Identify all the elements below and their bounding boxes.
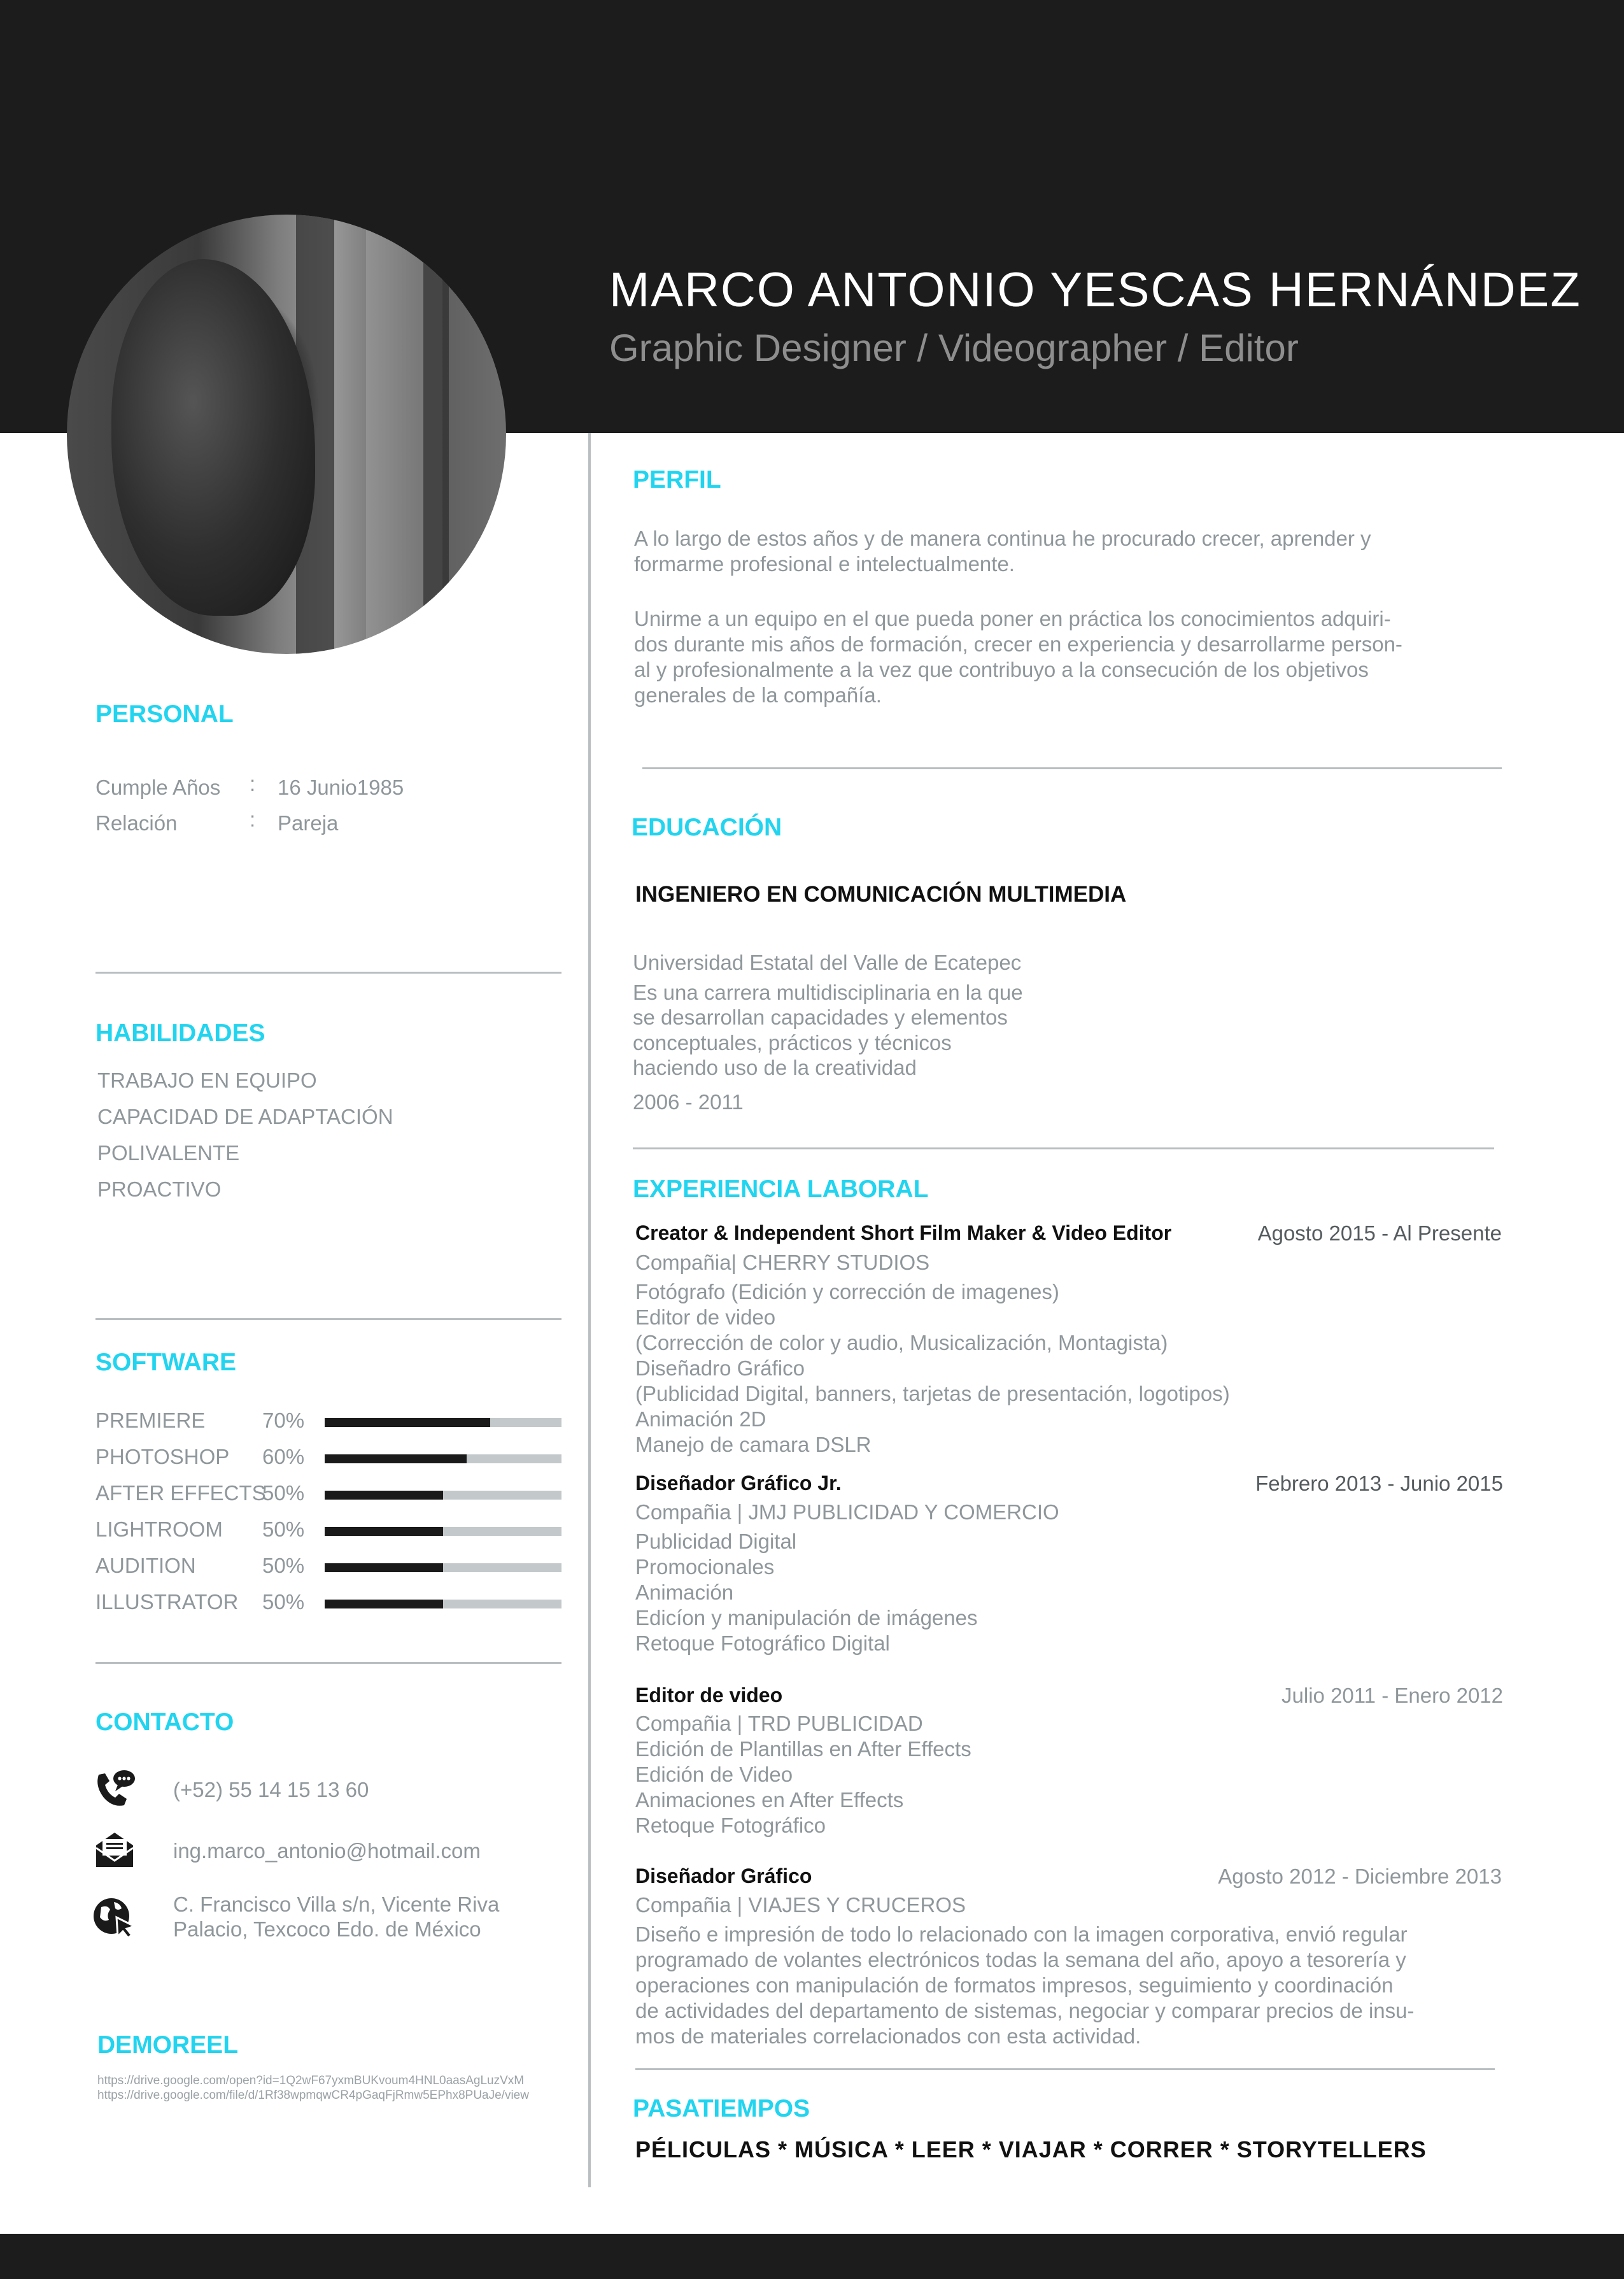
hobbies-list: PÉLICULAS * MÚSICA * LEER * VIAJAR * CORRER * STORYTELLERS [635, 2136, 1427, 2162]
personal-heading: PERSONAL [95, 700, 234, 728]
job-date: Agosto 2015 - Al Presente [1257, 1221, 1502, 1245]
software-name: AUDITION [95, 1554, 196, 1577]
software-bar-fill [325, 1454, 467, 1463]
contact-heading: CONTACTO [95, 1708, 234, 1736]
software-bar-track [325, 1563, 561, 1572]
job-line: Edicíon y manipulación de imágenes [635, 1606, 978, 1629]
software-bar-track [325, 1527, 561, 1536]
software-name: ILLUSTRATOR [95, 1590, 239, 1614]
divider [95, 1318, 561, 1320]
job-line: operaciones con manipulación de formatos impresos, seguimiento y coordinación [635, 1973, 1394, 1997]
globe-cursor-icon [92, 1896, 137, 1938]
education-degree: INGENIERO EN COMUNICACIÓN MULTIMEDIA [635, 882, 1127, 907]
education-years: 2006 - 2011 [633, 1090, 744, 1114]
profile-text: dos durante mis años de formación, crecer en experiencia y desarrollarme person- [634, 632, 1402, 656]
skill-item: PROACTIVO [97, 1177, 222, 1201]
job-line: Editor de video [635, 1305, 776, 1329]
personal-label-relation: Relación [95, 811, 178, 835]
job-line: Retoque Fotográfico [635, 1814, 826, 1837]
software-bar-track [325, 1454, 561, 1463]
job-line: Fotógrafo (Edición y corrección de imagenes) [635, 1280, 1059, 1303]
software-percent: 50% [262, 1517, 305, 1541]
job-date: Febrero 2013 - Junio 2015 [1255, 1472, 1503, 1495]
job-title: Diseñador Gráfico Jr. [635, 1472, 842, 1494]
job-title: Creator & Independent Short Film Maker & Video Editor [635, 1221, 1172, 1244]
software-bar-track [325, 1600, 561, 1608]
job-title: Diseñador Gráfico [635, 1864, 812, 1887]
personal-separator: : [250, 772, 256, 795]
software-bar-fill [325, 1563, 443, 1572]
candidate-subtitle: Graphic Designer / Videographer / Editor [609, 327, 1299, 369]
divider [635, 2068, 1495, 2070]
demoreel-link-1[interactable]: https://drive.google.com/open?id=1Q2wF67yxmBUKvoum4HNL0aasAgLuzVxM [97, 2074, 525, 2087]
software-percent: 50% [262, 1590, 305, 1614]
job-company: Compañia| CHERRY STUDIOS [635, 1251, 930, 1274]
software-percent: 70% [262, 1409, 305, 1432]
software-bar-fill [325, 1491, 443, 1500]
education-line: se desarrollan capacidades y elementos [633, 1005, 1008, 1029]
job-line: Diseño e impresión de todo lo relacionado con la imagen corporativa, envió regular [635, 1922, 1408, 1946]
job-line: programado de volantes electrónicos todas la semana del año, apoyo a tesorería y [635, 1948, 1406, 1971]
job-company: Compañia | VIAJES Y CRUCEROS [635, 1893, 966, 1917]
demoreel-heading: DEMOREEL [97, 2031, 239, 2059]
software-name: PHOTOSHOP [95, 1445, 230, 1468]
education-line: Universidad Estatal del Valle de Ecatepec [633, 951, 1022, 974]
skill-item: POLIVALENTE [97, 1141, 240, 1165]
personal-value-birthday: 16 Junio1985 [278, 776, 404, 799]
job-line: Animación [635, 1580, 734, 1604]
software-bar-fill [325, 1527, 443, 1536]
divider [95, 972, 561, 974]
job-company: Compañia | JMJ PUBLICIDAD Y COMERCIO [635, 1500, 1059, 1524]
experience-heading: EXPERIENCIA LABORAL [633, 1175, 929, 1203]
job-line: Publicidad Digital [635, 1530, 797, 1553]
software-percent: 60% [262, 1445, 305, 1468]
job-title: Editor de video [635, 1684, 783, 1707]
phone-chat-icon [92, 1767, 137, 1809]
job-line: Animación 2D [635, 1407, 766, 1431]
job-company: Compañia | TRD PUBLICIDAD [635, 1712, 923, 1735]
education-line: conceptuales, prácticos y técnicos [633, 1031, 952, 1054]
contact-email: ing.marco_antonio@hotmail.com [173, 1839, 481, 1863]
contact-address-line1: C. Francisco Villa s/n, Vicente Riva [173, 1892, 500, 1916]
software-bar-fill [325, 1418, 490, 1427]
software-name: PREMIERE [95, 1409, 206, 1432]
hobbies-heading: PASATIEMPOS [633, 2095, 810, 2122]
personal-label-birthday: Cumple Años [95, 776, 221, 799]
profile-photo [67, 215, 506, 654]
job-line: Animaciones en After Effects [635, 1788, 904, 1812]
software-heading: SOFTWARE [95, 1349, 236, 1376]
software-bar-track [325, 1418, 561, 1427]
profile-text: Unirme a un equipo en el que pueda poner en práctica los conocimientos adquiri- [634, 607, 1391, 630]
job-line: Edición de Plantillas en After Effects [635, 1737, 971, 1761]
contact-phone: (+52) 55 14 15 13 60 [173, 1778, 369, 1801]
contact-address-line2: Palacio, Texcoco Edo. de México [173, 1917, 481, 1941]
personal-separator: : [250, 807, 256, 831]
skill-item: CAPACIDAD DE ADAPTACIÓN [97, 1105, 393, 1128]
software-bar-fill [325, 1600, 443, 1608]
job-line: de actividades del departamento de sistemas, negociar y comparar precios de insu- [635, 1999, 1415, 2022]
mail-icon [92, 1829, 137, 1871]
software-percent: 50% [262, 1554, 305, 1577]
divider [633, 1147, 1494, 1149]
job-date: Agosto 2012 - Diciembre 2013 [1218, 1864, 1502, 1888]
job-line: (Publicidad Digital, banners, tarjetas de presentación, logotipos) [635, 1382, 1230, 1405]
education-line: Es una carrera multidisciplinaria en la que [633, 981, 1023, 1004]
skill-item: TRABAJO EN EQUIPO [97, 1069, 317, 1092]
personal-value-relation: Pareja [278, 811, 339, 835]
education-heading: EDUCACIÓN [632, 814, 782, 841]
profile-heading: PERFIL [633, 466, 721, 493]
job-line: mos de materiales correlacionados con esta actividad. [635, 2024, 1141, 2048]
skills-heading: HABILIDADES [95, 1019, 265, 1047]
footer-band [0, 2234, 1624, 2279]
profile-text: al y profesionalmente a la vez que contribuyo a la consecución de los objetivos [634, 658, 1369, 681]
software-name: LIGHTROOM [95, 1517, 223, 1541]
job-line: (Corrección de color y audio, Musicalización, Montagista) [635, 1331, 1168, 1354]
divider [95, 1662, 561, 1664]
profile-text: A lo largo de estos años y de manera continua he procurado crecer, aprender y [634, 527, 1371, 550]
software-bar-track [325, 1491, 561, 1500]
software-name: AFTER EFFECTS [95, 1481, 266, 1505]
job-line: Retoque Fotográfico Digital [635, 1631, 890, 1655]
software-percent: 50% [262, 1481, 305, 1505]
candidate-name: MARCO ANTONIO YESCAS HERNÁNDEZ [609, 263, 1581, 317]
demoreel-link-2[interactable]: https://drive.google.com/file/d/1Rf38wpmqwCR4pGaqFjRmw5EPhx8PUaJe/view [97, 2089, 529, 2102]
profile-text: generales de la compañía. [634, 683, 882, 707]
job-line: Manejo de camara DSLR [635, 1433, 872, 1456]
job-line: Diseñadro Gráfico [635, 1356, 805, 1380]
job-line: Edición de Video [635, 1763, 793, 1786]
profile-text: formarme profesional e intelectualmente. [634, 552, 1015, 576]
education-line: haciendo uso de la creatividad [633, 1056, 917, 1079]
column-divider [588, 433, 591, 2187]
divider [642, 767, 1502, 769]
job-date: Julio 2011 - Enero 2012 [1282, 1684, 1503, 1707]
job-line: Promocionales [635, 1555, 775, 1579]
